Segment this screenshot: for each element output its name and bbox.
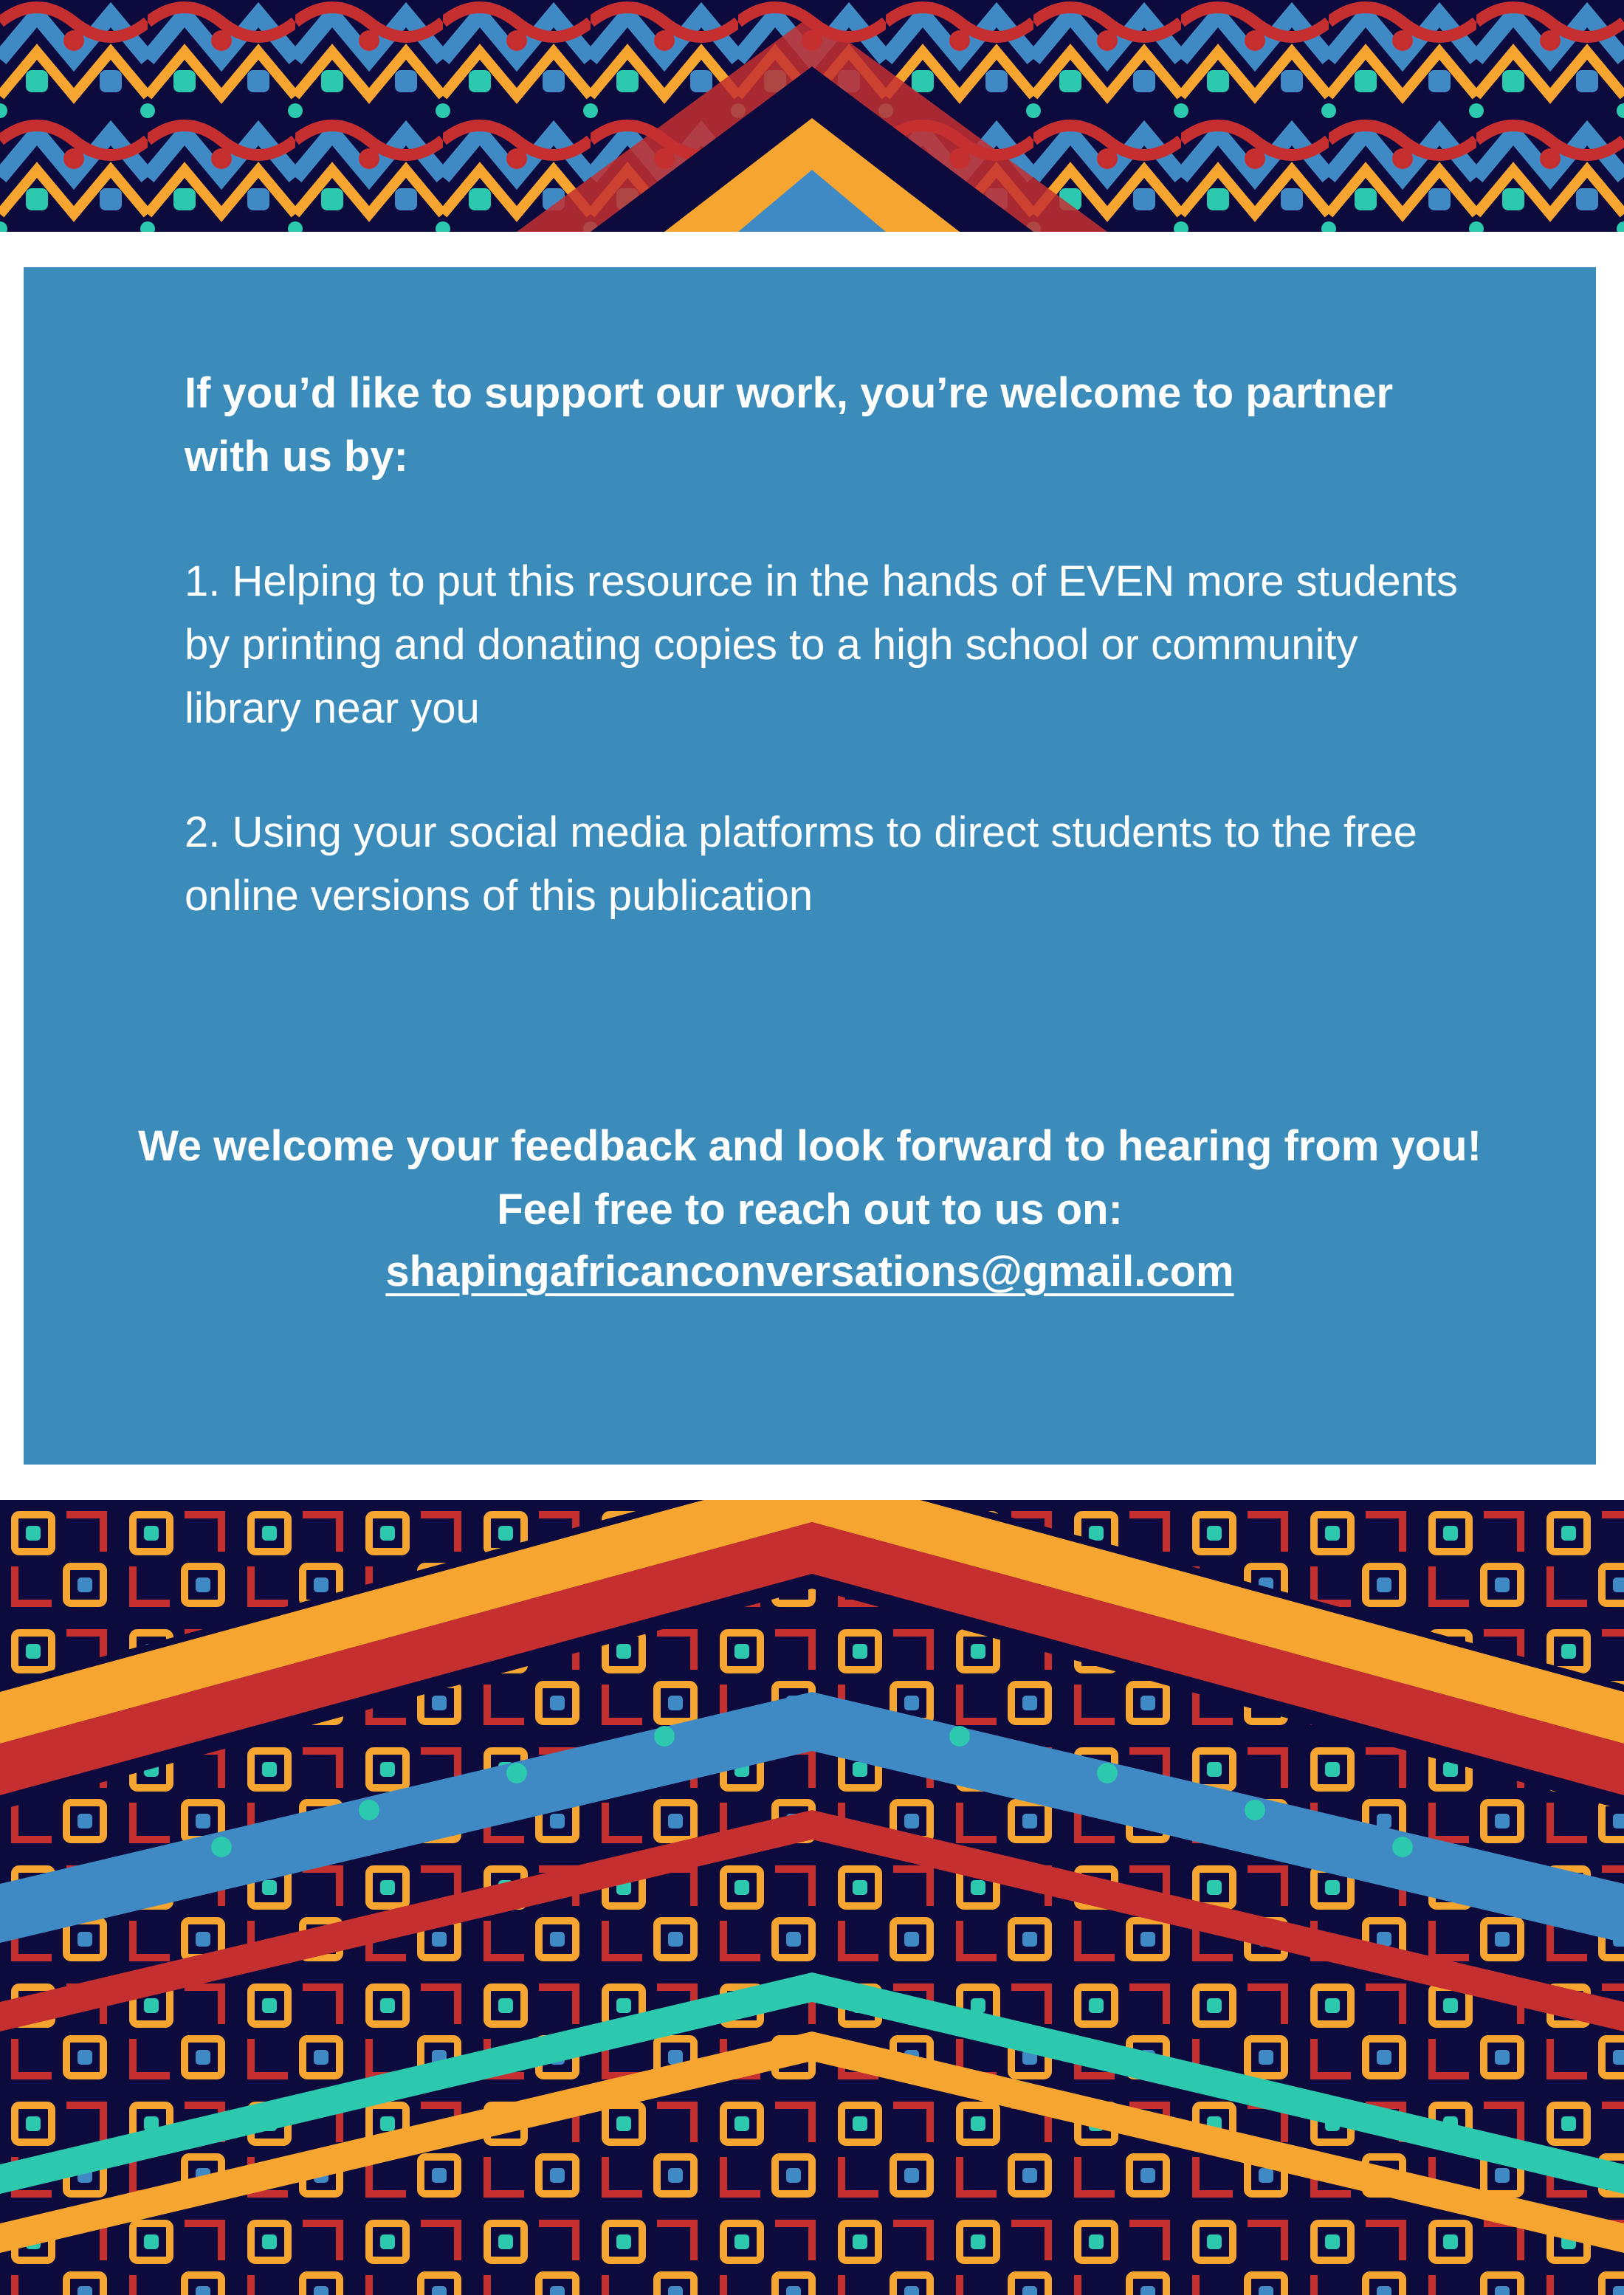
tribal-pattern-icon xyxy=(0,1500,1624,2295)
top-pattern-banner xyxy=(0,0,1624,232)
feedback-message: We welcome your feedback and look forward to hearing from you! Feel free to reach out to us on: xyxy=(138,1122,1482,1233)
support-point-2: 2. Using your social media platforms to direct students to the free online versions of this publication xyxy=(185,808,1417,920)
support-point-1: 1. Helping to put this resource in the hands of EVEN more students by printing and donating copies to a high school or community library near you xyxy=(185,557,1458,732)
contact-email-link[interactable]: shapingafricanconversations@gmail.com xyxy=(385,1248,1234,1296)
intro-heading: If you’d like to support our work, you’re welcome to partner with us by: xyxy=(185,369,1394,481)
bottom-pattern-banner xyxy=(0,1500,1624,2295)
tribal-pattern-icon xyxy=(0,0,1624,232)
content-panel xyxy=(24,267,1596,1465)
